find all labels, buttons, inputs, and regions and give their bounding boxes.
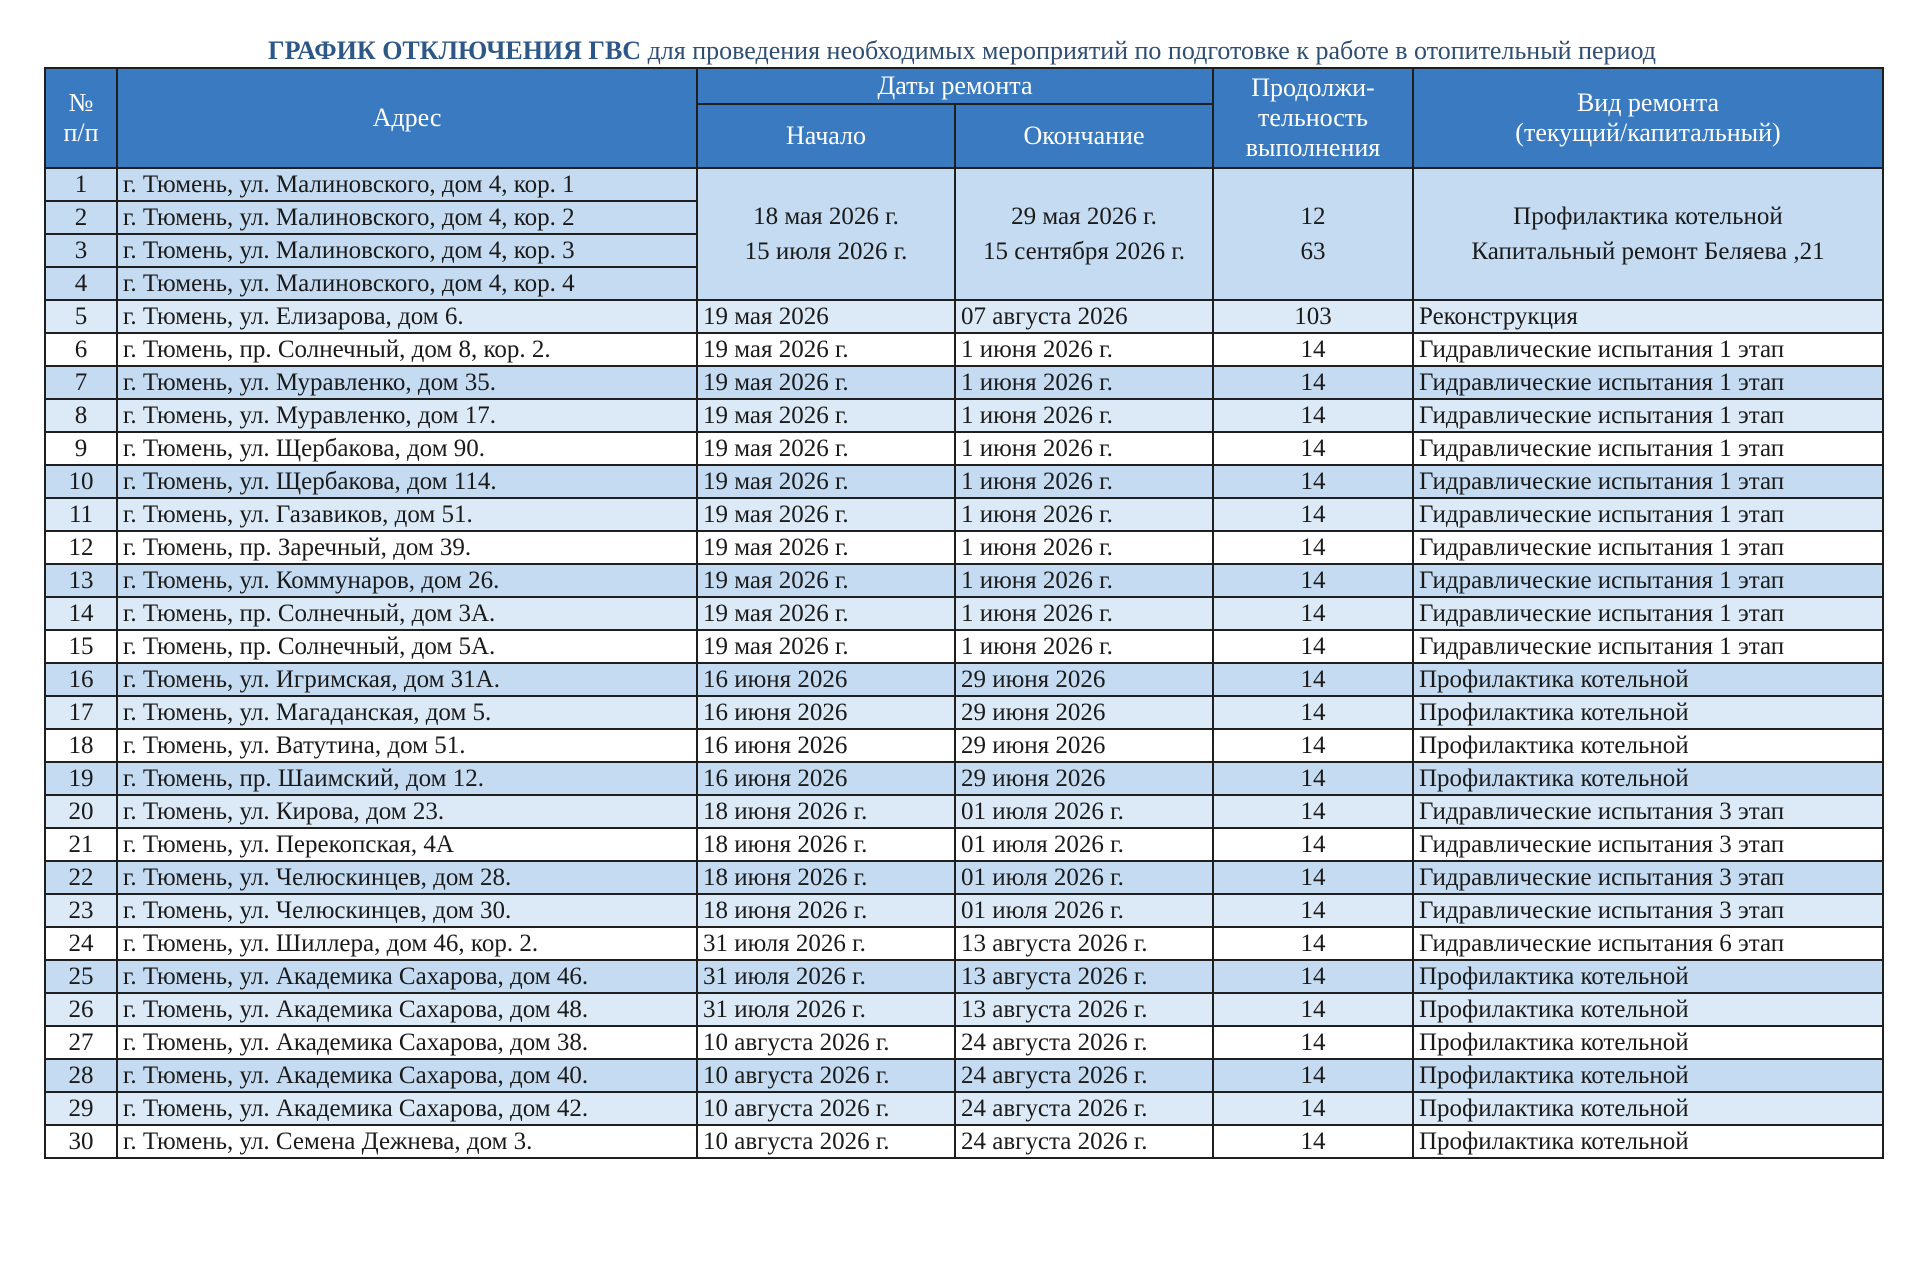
row-duration: 14 bbox=[1213, 960, 1413, 993]
row-number: 17 bbox=[45, 696, 117, 729]
table-body bbox=[45, 168, 1883, 1158]
row-address: г. Тюмень, ул. Магаданская, дом 5. bbox=[117, 696, 697, 729]
row-end-date: 29 июня 2026 bbox=[955, 729, 1213, 762]
row-start-date: 19 мая 2026 г. bbox=[697, 597, 955, 630]
row-end-date: 01 июля 2026 г. bbox=[955, 861, 1213, 894]
table-row bbox=[45, 960, 1883, 993]
row-repair-type: Реконструкция bbox=[1413, 300, 1883, 333]
row-duration: 14 bbox=[1213, 1026, 1413, 1059]
row-start-date: 10 августа 2026 г. bbox=[697, 1125, 955, 1158]
row-start-date: 18 июня 2026 г. bbox=[697, 861, 955, 894]
header-dates-group: Даты ремонта bbox=[697, 68, 1213, 104]
row-start-date: 19 мая 2026 г. bbox=[697, 366, 955, 399]
row-number: 12 bbox=[45, 531, 117, 564]
row-address: г. Тюмень, ул. Щербакова, дом 114. bbox=[117, 465, 697, 498]
row-number: 26 bbox=[45, 993, 117, 1026]
row-address: г. Тюмень, ул. Академика Сахарова, дом 40. bbox=[117, 1059, 697, 1092]
row-end-date: 24 августа 2026 г. bbox=[955, 1059, 1213, 1092]
row-end-date: 29 июня 2026 bbox=[955, 762, 1213, 795]
table-row bbox=[45, 762, 1883, 795]
table-row bbox=[45, 1125, 1883, 1158]
row-duration: 14 bbox=[1213, 498, 1413, 531]
table-row bbox=[45, 366, 1883, 399]
row-number: 20 bbox=[45, 795, 117, 828]
row-number: 6 bbox=[45, 333, 117, 366]
row-repair-type: Гидравлические испытания 1 этап bbox=[1413, 432, 1883, 465]
row-end-date: 24 августа 2026 г. bbox=[955, 1092, 1213, 1125]
row-duration: 14 bbox=[1213, 927, 1413, 960]
row-start-date: 31 июля 2026 г. bbox=[697, 993, 955, 1026]
row-start-date: 19 мая 2026 г. bbox=[697, 630, 955, 663]
row-address: г. Тюмень, ул. Муравленко, дом 17. bbox=[117, 399, 697, 432]
row-repair-type: Профилактика котельной bbox=[1413, 960, 1883, 993]
row-number: 11 bbox=[45, 498, 117, 531]
row-start-date: 16 июня 2026 bbox=[697, 663, 955, 696]
header-end: Окончание bbox=[955, 104, 1213, 168]
row-number: 19 bbox=[45, 762, 117, 795]
row-start-date: 16 июня 2026 bbox=[697, 729, 955, 762]
row-number: 16 bbox=[45, 663, 117, 696]
table-row bbox=[45, 630, 1883, 663]
table-row bbox=[45, 168, 1883, 201]
table-row bbox=[45, 597, 1883, 630]
row-number: 14 bbox=[45, 597, 117, 630]
row-start-date: 19 мая 2026 г. bbox=[697, 465, 955, 498]
row-address: г. Тюмень, ул. Малиновского, дом 4, кор. 4 bbox=[117, 267, 697, 300]
row-repair-type: Профилактика котельной bbox=[1413, 1059, 1883, 1092]
row-repair-type: Гидравлические испытания 1 этап bbox=[1413, 597, 1883, 630]
row-end-date: 13 августа 2026 г. bbox=[955, 927, 1213, 960]
row-address: г. Тюмень, пр. Заречный, дом 39. bbox=[117, 531, 697, 564]
row-duration: 14 bbox=[1213, 630, 1413, 663]
row-duration: 14 bbox=[1213, 531, 1413, 564]
row-repair-type: Профилактика котельной bbox=[1413, 1026, 1883, 1059]
row-number: 25 bbox=[45, 960, 117, 993]
table-row bbox=[45, 894, 1883, 927]
row-repair-type: Профилактика котельной bbox=[1413, 729, 1883, 762]
row-start-date: 19 мая 2026 г. bbox=[697, 531, 955, 564]
table-row bbox=[45, 531, 1883, 564]
row-end-date: 07 августа 2026 bbox=[955, 300, 1213, 333]
table-row bbox=[45, 1059, 1883, 1092]
row-start-date: 10 августа 2026 г. bbox=[697, 1026, 955, 1059]
table-row bbox=[45, 300, 1883, 333]
row-number: 15 bbox=[45, 630, 117, 663]
row-repair-type: Профилактика котельной bbox=[1413, 762, 1883, 795]
table-row bbox=[45, 1092, 1883, 1125]
group-start-dates: 18 мая 2026 г. 15 июля 2026 г. bbox=[697, 168, 955, 300]
table-row bbox=[45, 663, 1883, 696]
row-duration: 14 bbox=[1213, 696, 1413, 729]
row-repair-type: Гидравлические испытания 1 этап bbox=[1413, 465, 1883, 498]
row-end-date: 13 августа 2026 г. bbox=[955, 960, 1213, 993]
row-end-date: 29 июня 2026 bbox=[955, 663, 1213, 696]
row-number: 23 bbox=[45, 894, 117, 927]
row-duration: 103 bbox=[1213, 300, 1413, 333]
row-duration: 14 bbox=[1213, 795, 1413, 828]
row-number: 4 bbox=[45, 267, 117, 300]
row-number: 5 bbox=[45, 300, 117, 333]
table-row bbox=[45, 828, 1883, 861]
row-number: 9 bbox=[45, 432, 117, 465]
row-address: г. Тюмень, ул. Елизарова, дом 6. bbox=[117, 300, 697, 333]
row-address: г. Тюмень, ул. Игримская, дом 31А. bbox=[117, 663, 697, 696]
row-duration: 14 bbox=[1213, 465, 1413, 498]
header-address: Адрес bbox=[117, 68, 697, 168]
row-end-date: 01 июля 2026 г. bbox=[955, 828, 1213, 861]
row-number: 22 bbox=[45, 861, 117, 894]
row-end-date: 1 июня 2026 г. bbox=[955, 366, 1213, 399]
row-number: 13 bbox=[45, 564, 117, 597]
row-address: г. Тюмень, ул. Муравленко, дом 35. bbox=[117, 366, 697, 399]
row-repair-type: Профилактика котельной bbox=[1413, 993, 1883, 1026]
row-number: 27 bbox=[45, 1026, 117, 1059]
row-address: г. Тюмень, ул. Малиновского, дом 4, кор. 3 bbox=[117, 234, 697, 267]
row-repair-type: Профилактика котельной bbox=[1413, 696, 1883, 729]
row-repair-type: Гидравлические испытания 3 этап bbox=[1413, 861, 1883, 894]
row-number: 1 bbox=[45, 168, 117, 201]
row-address: г. Тюмень, ул. Челюскинцев, дом 28. bbox=[117, 861, 697, 894]
row-number: 30 bbox=[45, 1125, 117, 1158]
row-end-date: 01 июля 2026 г. bbox=[955, 894, 1213, 927]
row-repair-type: Профилактика котельной bbox=[1413, 1125, 1883, 1158]
row-end-date: 13 августа 2026 г. bbox=[955, 993, 1213, 1026]
header-duration: Продолжи- тельность выполнения bbox=[1213, 68, 1413, 168]
row-start-date: 16 июня 2026 bbox=[697, 762, 955, 795]
row-duration: 14 bbox=[1213, 861, 1413, 894]
row-start-date: 18 июня 2026 г. bbox=[697, 894, 955, 927]
row-repair-type: Гидравлические испытания 6 этап bbox=[1413, 927, 1883, 960]
table-row bbox=[45, 498, 1883, 531]
title-rest: для проведения необходимых мероприятий по подготовке к работе в отопительный период bbox=[641, 36, 1656, 65]
row-duration: 14 bbox=[1213, 432, 1413, 465]
title-bold: ГРАФИК ОТКЛЮЧЕНИЯ ГВС bbox=[268, 36, 642, 65]
row-end-date: 1 июня 2026 г. bbox=[955, 399, 1213, 432]
row-number: 2 bbox=[45, 201, 117, 234]
header-start: Начало bbox=[697, 104, 955, 168]
group-durations: 12 63 bbox=[1213, 168, 1413, 300]
row-start-date: 10 августа 2026 г. bbox=[697, 1092, 955, 1125]
table-row bbox=[45, 564, 1883, 597]
row-repair-type: Гидравлические испытания 1 этап bbox=[1413, 366, 1883, 399]
table-row bbox=[45, 861, 1883, 894]
row-repair-type: Гидравлические испытания 1 этап bbox=[1413, 564, 1883, 597]
group-repair-types: Профилактика котельной Капитальный ремонт Беляева ,21 bbox=[1413, 168, 1883, 300]
table-row bbox=[45, 696, 1883, 729]
row-address: г. Тюмень, пр. Шаимский, дом 12. bbox=[117, 762, 697, 795]
row-end-date: 24 августа 2026 г. bbox=[955, 1026, 1213, 1059]
row-start-date: 19 мая 2026 г. bbox=[697, 333, 955, 366]
row-address: г. Тюмень, ул. Академика Сахарова, дом 42. bbox=[117, 1092, 697, 1125]
row-address: г. Тюмень, ул. Академика Сахарова, дом 48. bbox=[117, 993, 697, 1026]
row-duration: 14 bbox=[1213, 564, 1413, 597]
row-address: г. Тюмень, ул. Шиллера, дом 46, кор. 2. bbox=[117, 927, 697, 960]
row-end-date: 1 июня 2026 г. bbox=[955, 564, 1213, 597]
header-number: № п/п bbox=[45, 68, 117, 168]
row-number: 29 bbox=[45, 1092, 117, 1125]
table-row bbox=[45, 399, 1883, 432]
row-end-date: 1 июня 2026 г. bbox=[955, 498, 1213, 531]
row-duration: 14 bbox=[1213, 894, 1413, 927]
header-repair-type: Вид ремонта (текущий/капитальный) bbox=[1413, 68, 1883, 168]
row-start-date: 10 августа 2026 г. bbox=[697, 1059, 955, 1092]
row-repair-type: Гидравлические испытания 1 этап bbox=[1413, 531, 1883, 564]
row-repair-type: Гидравлические испытания 3 этап bbox=[1413, 828, 1883, 861]
row-start-date: 19 мая 2026 г. bbox=[697, 432, 955, 465]
row-number: 18 bbox=[45, 729, 117, 762]
row-address: г. Тюмень, ул. Коммунаров, дом 26. bbox=[117, 564, 697, 597]
row-end-date: 1 июня 2026 г. bbox=[955, 333, 1213, 366]
row-end-date: 29 июня 2026 bbox=[955, 696, 1213, 729]
table-row bbox=[45, 465, 1883, 498]
row-address: г. Тюмень, ул. Перекопская, 4А bbox=[117, 828, 697, 861]
row-address: г. Тюмень, ул. Газавиков, дом 51. bbox=[117, 498, 697, 531]
row-start-date: 31 июля 2026 г. bbox=[697, 927, 955, 960]
document-title bbox=[44, 36, 1880, 66]
group-end-dates: 29 мая 2026 г. 15 сентября 2026 г. bbox=[955, 168, 1213, 300]
row-duration: 14 bbox=[1213, 1092, 1413, 1125]
row-end-date: 1 июня 2026 г. bbox=[955, 630, 1213, 663]
row-duration: 14 bbox=[1213, 366, 1413, 399]
row-repair-type: Гидравлические испытания 1 этап bbox=[1413, 399, 1883, 432]
row-address: г. Тюмень, ул. Академика Сахарова, дом 46. bbox=[117, 960, 697, 993]
row-duration: 14 bbox=[1213, 333, 1413, 366]
row-start-date: 19 мая 2026 г. bbox=[697, 498, 955, 531]
row-address: г. Тюмень, ул. Малиновского, дом 4, кор. 1 bbox=[117, 168, 697, 201]
row-number: 7 bbox=[45, 366, 117, 399]
table-row bbox=[45, 1026, 1883, 1059]
table-row bbox=[45, 333, 1883, 366]
row-number: 24 bbox=[45, 927, 117, 960]
row-end-date: 1 июня 2026 г. bbox=[955, 597, 1213, 630]
row-end-date: 1 июня 2026 г. bbox=[955, 465, 1213, 498]
row-number: 28 bbox=[45, 1059, 117, 1092]
row-repair-type: Гидравлические испытания 1 этап bbox=[1413, 630, 1883, 663]
table-row bbox=[45, 432, 1883, 465]
row-duration: 14 bbox=[1213, 828, 1413, 861]
row-duration: 14 bbox=[1213, 762, 1413, 795]
table-row bbox=[45, 993, 1883, 1026]
row-duration: 14 bbox=[1213, 993, 1413, 1026]
row-duration: 14 bbox=[1213, 597, 1413, 630]
row-address: г. Тюмень, пр. Солнечный, дом 8, кор. 2. bbox=[117, 333, 697, 366]
schedule-table bbox=[44, 67, 1884, 1159]
row-repair-type: Профилактика котельной bbox=[1413, 663, 1883, 696]
row-repair-type: Профилактика котельной bbox=[1413, 1092, 1883, 1125]
row-number: 10 bbox=[45, 465, 117, 498]
row-address: г. Тюмень, ул. Академика Сахарова, дом 38. bbox=[117, 1026, 697, 1059]
row-duration: 14 bbox=[1213, 663, 1413, 696]
row-repair-type: Гидравлические испытания 3 этап bbox=[1413, 894, 1883, 927]
row-start-date: 18 июня 2026 г. bbox=[697, 828, 955, 861]
row-end-date: 1 июня 2026 г. bbox=[955, 432, 1213, 465]
row-address: г. Тюмень, пр. Солнечный, дом 3А. bbox=[117, 597, 697, 630]
row-start-date: 18 июня 2026 г. bbox=[697, 795, 955, 828]
row-end-date: 1 июня 2026 г. bbox=[955, 531, 1213, 564]
row-number: 21 bbox=[45, 828, 117, 861]
row-start-date: 19 мая 2026 bbox=[697, 300, 955, 333]
row-address: г. Тюмень, ул. Челюскинцев, дом 30. bbox=[117, 894, 697, 927]
row-repair-type: Гидравлические испытания 1 этап bbox=[1413, 498, 1883, 531]
row-start-date: 31 июля 2026 г. bbox=[697, 960, 955, 993]
row-duration: 14 bbox=[1213, 399, 1413, 432]
row-duration: 14 bbox=[1213, 729, 1413, 762]
row-start-date: 19 мая 2026 г. bbox=[697, 399, 955, 432]
row-start-date: 16 июня 2026 bbox=[697, 696, 955, 729]
table-row bbox=[45, 729, 1883, 762]
row-address: г. Тюмень, ул. Ватутина, дом 51. bbox=[117, 729, 697, 762]
table-row bbox=[45, 795, 1883, 828]
table-header bbox=[45, 68, 1883, 168]
row-address: г. Тюмень, ул. Малиновского, дом 4, кор. 2 bbox=[117, 201, 697, 234]
row-address: г. Тюмень, ул. Кирова, дом 23. bbox=[117, 795, 697, 828]
row-duration: 14 bbox=[1213, 1059, 1413, 1092]
row-address: г. Тюмень, ул. Щербакова, дом 90. bbox=[117, 432, 697, 465]
row-repair-type: Гидравлические испытания 3 этап bbox=[1413, 795, 1883, 828]
row-start-date: 19 мая 2026 г. bbox=[697, 564, 955, 597]
table-row bbox=[45, 927, 1883, 960]
row-number: 8 bbox=[45, 399, 117, 432]
row-address: г. Тюмень, пр. Солнечный, дом 5А. bbox=[117, 630, 697, 663]
row-number: 3 bbox=[45, 234, 117, 267]
row-address: г. Тюмень, ул. Семена Дежнева, дом 3. bbox=[117, 1125, 697, 1158]
row-end-date: 24 августа 2026 г. bbox=[955, 1125, 1213, 1158]
row-end-date: 01 июля 2026 г. bbox=[955, 795, 1213, 828]
row-duration: 14 bbox=[1213, 1125, 1413, 1158]
row-repair-type: Гидравлические испытания 1 этап bbox=[1413, 333, 1883, 366]
